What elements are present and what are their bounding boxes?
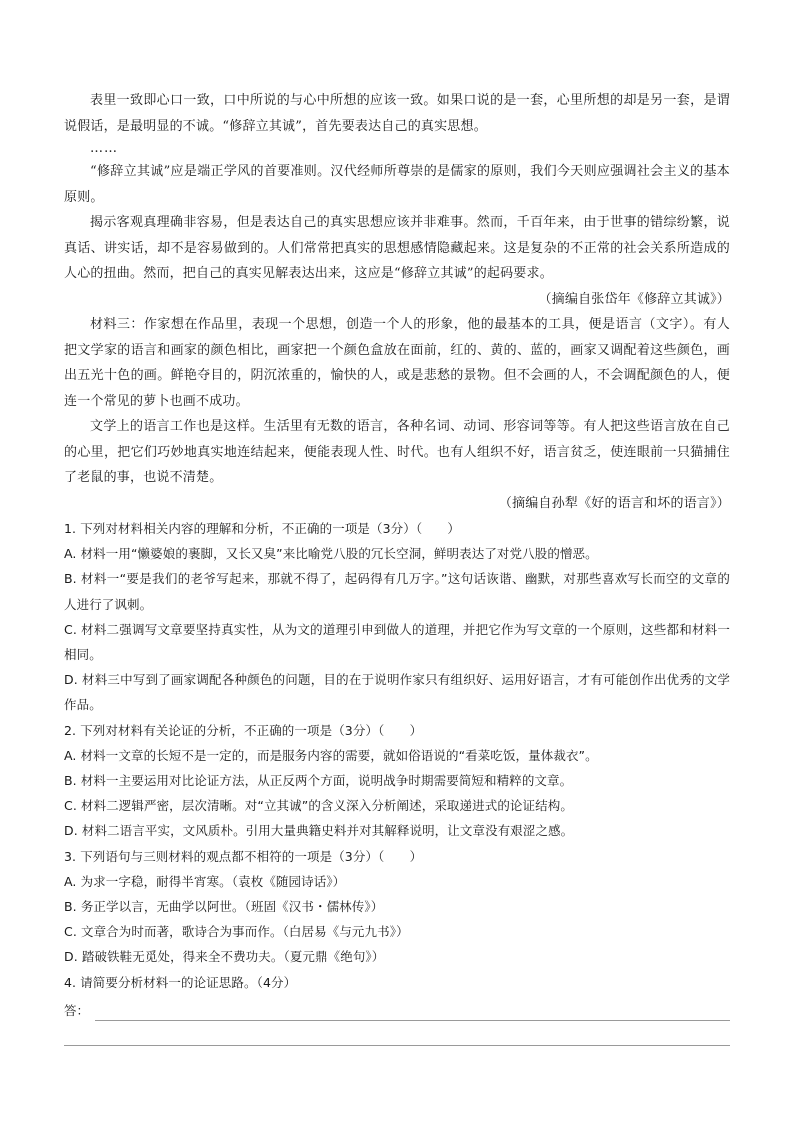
question-1-option-c: C. 材料二强调写文章要坚持真实性，从为文的道理引申到做人的道理，并把它作为写文章的一个原则，这些都和材料一相同。 [64,621,730,663]
question-3-option-c: C. 文章合为时而著，歌诗合为事而作。（白居易《与元九书》） [64,924,409,940]
exam-page [64,88,730,1046]
question-1-option-b: B. 材料一“要是我们的老爷写起来，那就不得了，起码得有几万字。”这句话诙谐、幽默，对那些喜欢写长而空的文章的人进行了讽刺。 [64,571,730,612]
answer-line-2[interactable] [64,1021,730,1046]
question-1-option-d: D. 材料三中写到了画家调配各种颜色的问题，目的在于说明作家只有组织好、运用好语言，才有可能创作出优秀的文学作品。 [64,672,730,713]
passage-paragraph-2: “修辞立其诚”应是端正学风的首要准则。汉代经师所尊崇的是儒家的原则，我们今天则应强调社会主义的基本原则。 [64,164,730,205]
source-citation-3: （摘编自孙犁《好的语言和坏的语言》） [498,495,730,511]
ellipsis: …… [90,141,118,156]
passage-paragraph-5: 文学上的语言工作也是这样。生活里有无数的语言，各种名词、动词、形容词等等。有人把这些语言放在自己的心里，把它们巧妙地真实地连结起来，便能表现人性、时代。也有人组织不好，语言贫乏，使连眼前一只猫捕住了老鼠的事，也说不清楚。 [64,419,730,485]
question-2-option-b: B. 材料一主要运用对比论证方法，从正反两个方面，说明战争时期需要简短和精粹的文章。 [64,773,573,789]
source-citation-2: （摘编自张岱年《修辞立其诚》） [538,291,730,307]
question-2-option-c: C. 材料二逻辑严密，层次清晰。对“立其诚”的含义深入分析阐述，采取递进式的论证结构。 [64,798,573,814]
question-2-stem: 2. 下列对材料有关论证的分析，不正确的一项是（3分）（ ） [64,722,423,738]
answer-row [64,995,730,1021]
question-3-stem: 3. 下列语句与三则材料的观点都不相符的一项是（3分）（ ） [64,848,423,864]
question-1-option-a: A. 材料一用“懒婆娘的裹脚，又长又臭”来比喻党八股的冗长空洞，鲜明表达了对党八股的憎恶。 [64,546,598,562]
question-1-stem: 1. 下列对材料相关内容的理解和分析，不正确的一项是（3分）（ ） [64,521,461,536]
answer-label: 答： [64,1002,90,1018]
answer-line-1[interactable] [95,1006,730,1021]
question-2-option-a: A. 材料一文章的长短不是一定的，而是服务内容的需要，就如俗语说的“看菜吃饭，量体裁衣”。 [64,747,598,763]
question-3-option-b: B. 务正学以言，无曲学以阿世。（班固《汉书・儒林传》） [64,899,384,915]
question-4-stem: 4. 请简要分析材料一的论证思路。（4分） [64,974,297,990]
passage-paragraph-1: 表里一致即心口一致，口中所说的与心中所想的应该一致。如果口说的是一套，心里所想的却是另一套，是谓说假话，是最明显的不诚。“修辞立其诚”，首先要表达自己的真实思想。 [64,93,730,134]
question-3-option-d: D. 踏破铁鞋无觅处，得来全不费功夫。（夏元鼎《绝句》） [64,949,385,965]
passage-paragraph-3: 揭示客观真理确非容易，但是表达自己的真实思想应该并非难事。然而，千百年来，由于世事的错综纷繁，说真话、讲实话，却不是容易做到的。人们常常把真实的思想感情隐藏起来。这是复杂的不正常的社会关系所造成的人心的扭曲。然而，把自己的真实见解表达出来，这应是“修辞立其诚”的起码要求。 [64,215,730,281]
passage-paragraph-4: 材料三：作家想在作品里，表现一个思想，创造一个人的形象，他的最基本的工具，便是语言（文字）。有人把文学家的语言和画家的颜色相比，画家把一个颜色盒放在面前，红的、黄的、蓝的，画家又调配着这些颜色，画出五光十色的画。鲜艳夺目的，阴沉浓重的，愉快的人，或是悲愁的景物。但不会画的人，不会调配颜色的人，便连一个常见的萝卜也画不成功。 [64,317,730,409]
question-3-option-a: A. 为求一字稳，耐得半宵寒。（袁枚《随园诗话》） [64,873,346,889]
question-2-option-d: D. 材料二语言平实，文风质朴。引用大量典籍史料并对其解释说明，让文章没有艰涩之感。 [64,823,574,839]
